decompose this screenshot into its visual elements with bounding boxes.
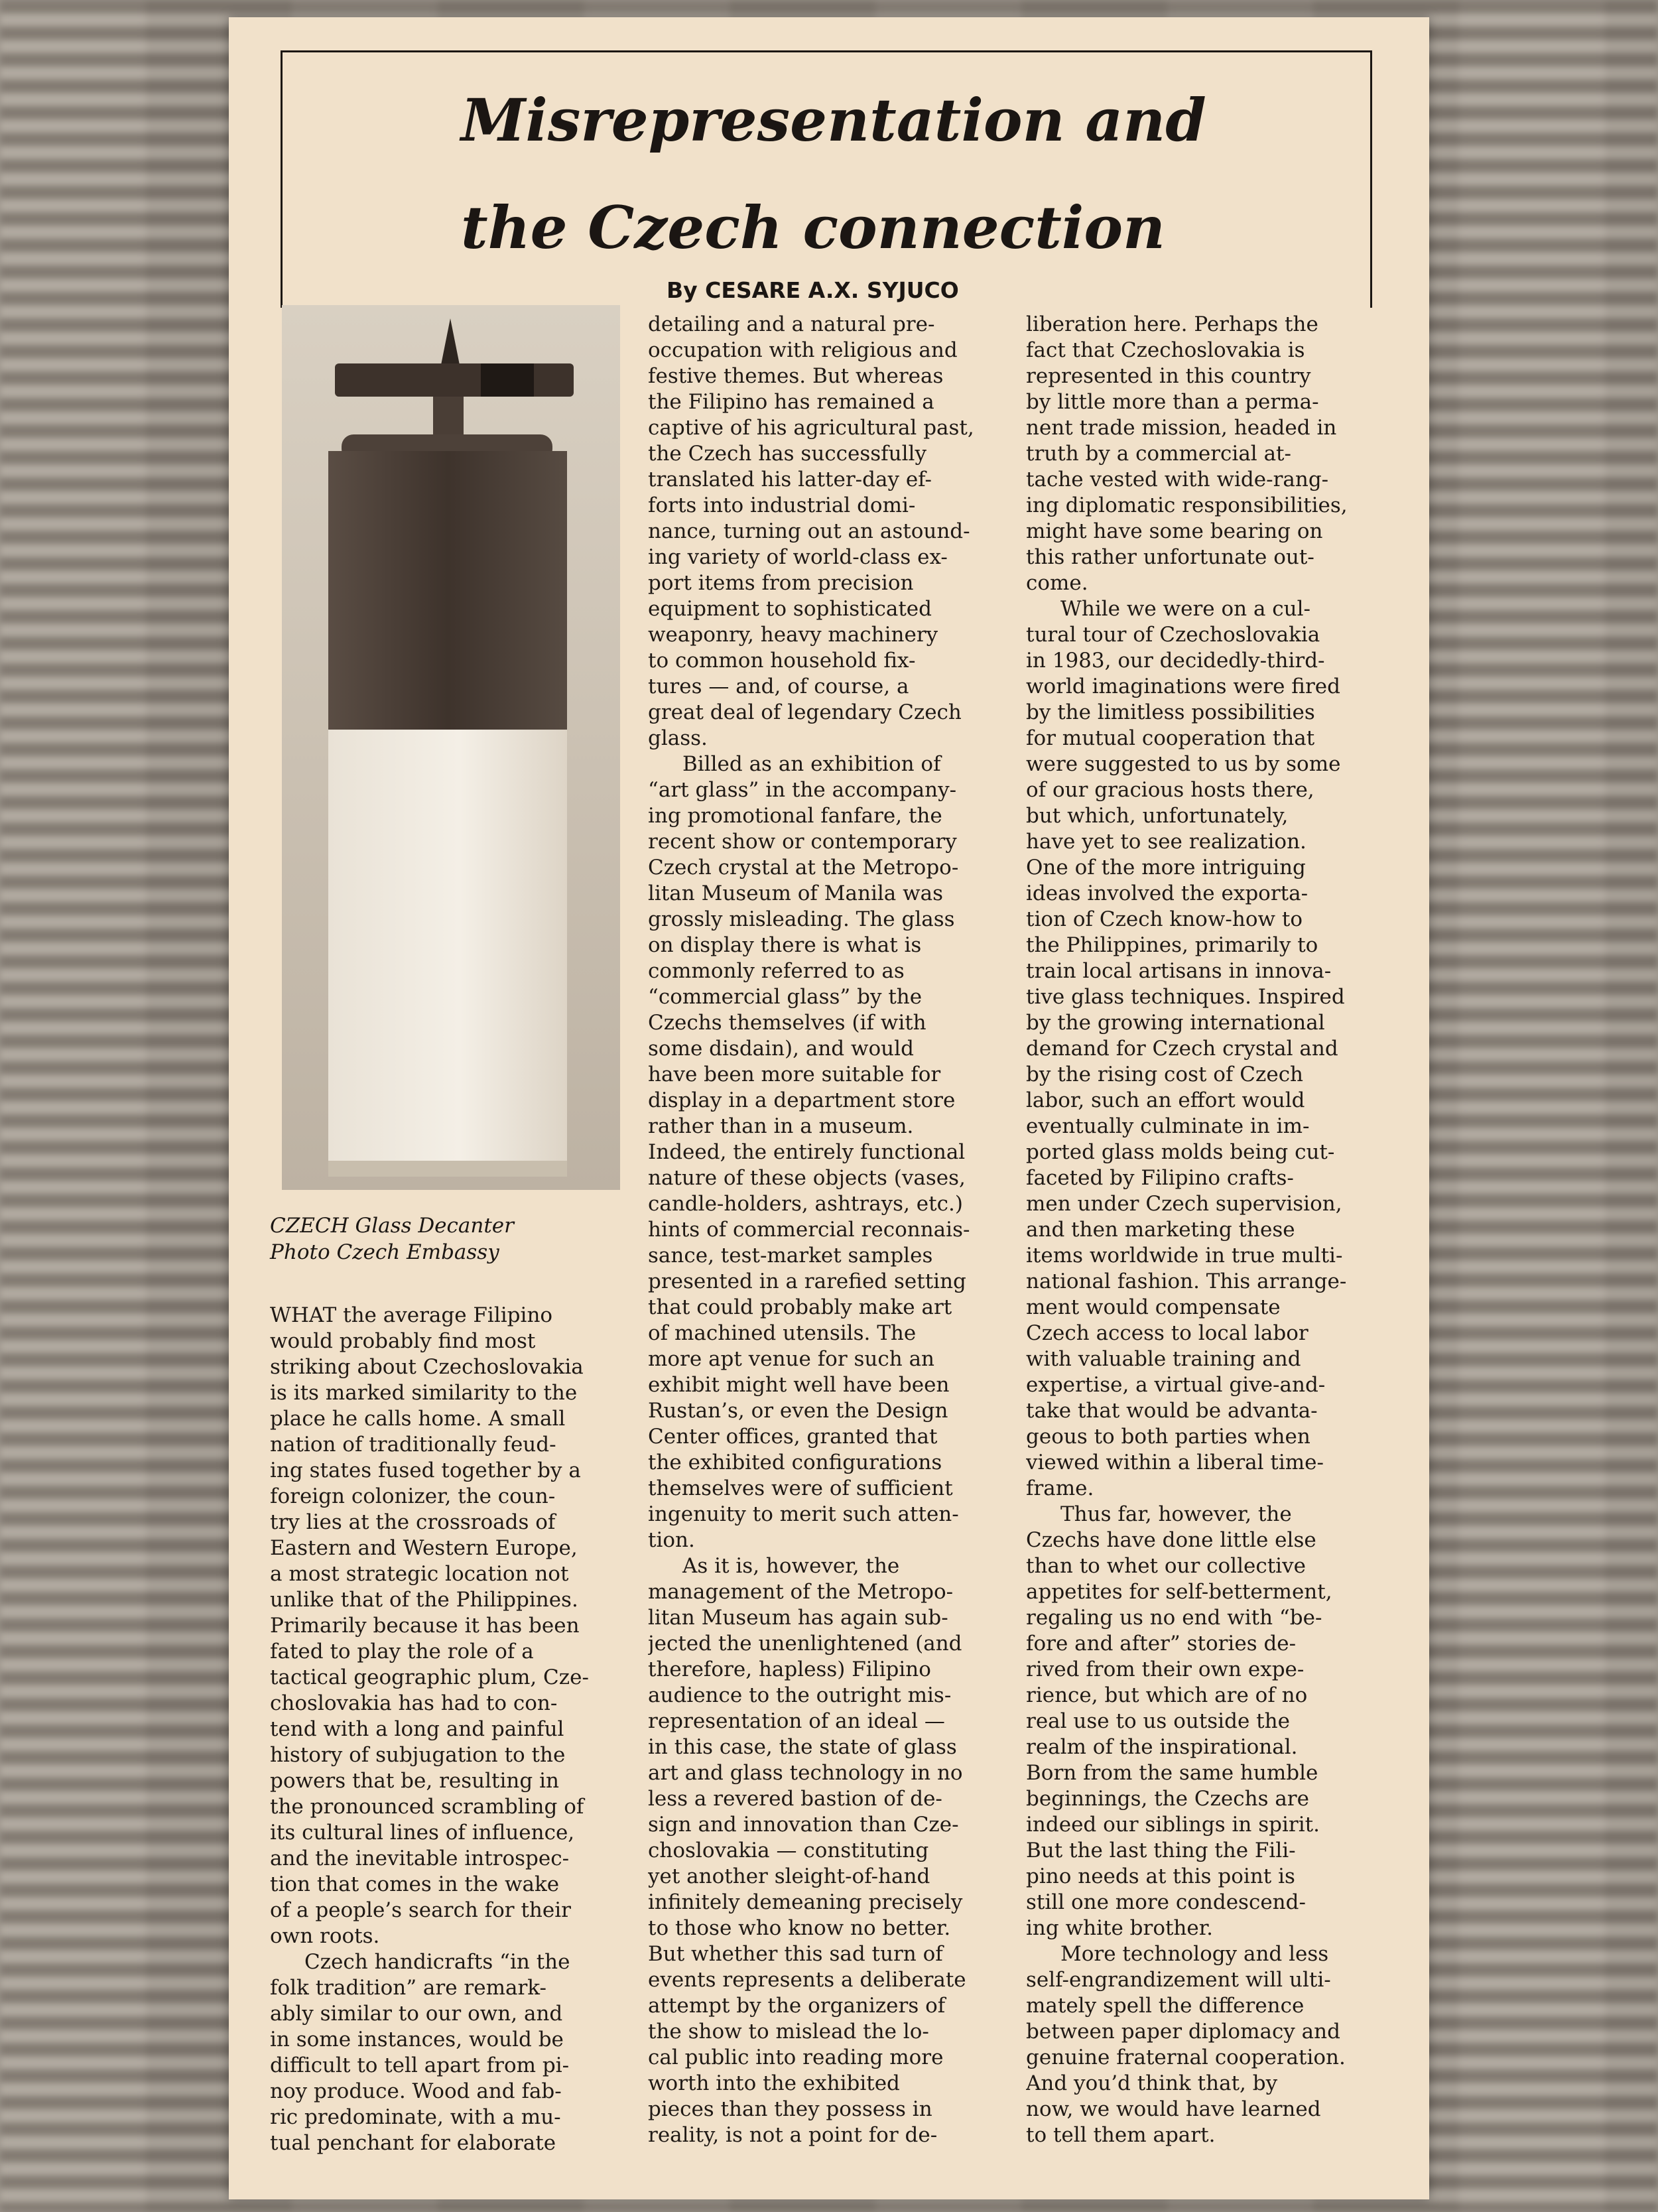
- article-line: self-engrandizement will ulti-: [1026, 1968, 1331, 1992]
- headline-line-2: the Czech connection: [461, 193, 1166, 262]
- article-line: festive themes. But whereas: [648, 364, 944, 388]
- article-line: come.: [1026, 571, 1088, 595]
- article-line: tual penchant for elaborate: [270, 2131, 556, 2155]
- article-line: unlike that of the Philippines.: [270, 1588, 578, 1612]
- article-line: Czechs have done little else: [1026, 1528, 1316, 1552]
- article-line: the Czech has successfully: [648, 442, 926, 466]
- article-column-3: [1026, 312, 1404, 2148]
- article-line: a most strategic location not: [270, 1562, 569, 1586]
- article-line: equipment to sophisticated: [648, 597, 932, 621]
- article-line: faceted by Filipino crafts-: [1026, 1166, 1294, 1190]
- article-line: themselves were of sufficient: [648, 1476, 953, 1500]
- article-line: nation of traditionally feud-: [270, 1433, 556, 1457]
- article-line: infinitely demeaning precisely: [648, 1890, 963, 1914]
- article-line: ingenuity to merit such atten-: [648, 1502, 959, 1526]
- article-line: rived from their own expe-: [1026, 1658, 1305, 1681]
- article-line: Czech access to local labor: [1026, 1321, 1308, 1345]
- article-line: genuine fraternal cooperation.: [1026, 2046, 1346, 2069]
- article-line: on display there is what is: [648, 933, 922, 957]
- article-line: by little more than a perma-: [1026, 390, 1319, 414]
- article-line: nent trade mission, headed in: [1026, 416, 1337, 440]
- article-line: tion that comes in the wake: [270, 1872, 560, 1896]
- article-line: fore and after” stories de-: [1026, 1632, 1297, 1656]
- article-line: Primarily because it has been: [270, 1614, 580, 1638]
- article-column-2: [648, 312, 1026, 2148]
- article-line: appetites for self-betterment,: [1026, 1580, 1332, 1604]
- article-line: “commercial glass” by the: [648, 985, 923, 1009]
- article-line: display in a department store: [648, 1088, 956, 1112]
- article-line: Born from the same humble: [1026, 1761, 1318, 1785]
- article-line: tural tour of Czechoslovakia: [1026, 623, 1320, 647]
- article-line: ideas involved the exporta-: [1026, 881, 1308, 905]
- article-line: mately spell the difference: [1026, 1994, 1305, 2018]
- article-line: reality, is not a point for de-: [648, 2123, 938, 2147]
- article-line: hints of commercial reconnais-: [648, 1218, 970, 1242]
- article-line: captive of his agricultural past,: [648, 416, 974, 440]
- article-line: less a revered bastion of de-: [648, 1787, 942, 1811]
- article-line: were suggested to us by some: [1026, 752, 1341, 776]
- article-line: by the limitless possibilities: [1026, 700, 1315, 724]
- article-column-1: [270, 1303, 648, 2156]
- article-line: liberation here. Perhaps the: [1026, 312, 1318, 336]
- article-line: is its marked similarity to the: [270, 1381, 578, 1405]
- article-line: ing white brother.: [1026, 1916, 1214, 1940]
- article-line: train local artisans in innova-: [1026, 959, 1332, 983]
- article-line: and the inevitable introspec-: [270, 1847, 570, 1870]
- article-line: ported glass molds being cut-: [1026, 1140, 1335, 1164]
- article-line: powers that be, resulting in: [270, 1769, 559, 1793]
- article-line: tache vested with wide-rang-: [1026, 468, 1329, 491]
- article-line: sign and innovation than Cze-: [648, 1813, 959, 1837]
- article-line: demand for Czech crystal and: [1026, 1037, 1338, 1061]
- article-line: have yet to see realization.: [1026, 830, 1307, 854]
- article-line: realm of the inspirational.: [1026, 1735, 1298, 1759]
- article-line: worth into the exhibited: [648, 2071, 900, 2095]
- article-line: of our gracious hosts there,: [1026, 778, 1314, 802]
- article-line: Center offices, granted that: [648, 1425, 938, 1449]
- article-line: tend with a long and painful: [270, 1717, 564, 1741]
- article-line: beginnings, the Czechs are: [1026, 1787, 1309, 1811]
- article-line: tactical geographic plum, Cze-: [270, 1665, 589, 1689]
- article-line: choslovakia — constituting: [648, 1839, 929, 1862]
- article-line: might have some bearing on: [1026, 519, 1323, 543]
- article-line: more apt venue for such an: [648, 1347, 935, 1371]
- article-line: But the last thing the Fili-: [1026, 1839, 1296, 1862]
- article-line: tive glass techniques. Inspired: [1026, 985, 1345, 1009]
- article-line: of machined utensils. The: [648, 1321, 917, 1345]
- article-line: than to whet our collective: [1026, 1554, 1306, 1578]
- article-line: pieces than they possess in: [648, 2097, 932, 2121]
- article-line: Czech handicrafts “in the: [304, 1950, 570, 1974]
- article-line: by the rising cost of Czech: [1026, 1063, 1304, 1086]
- article-line: management of the Metropo-: [648, 1580, 954, 1604]
- article-line: items worldwide in true multi-: [1026, 1244, 1343, 1268]
- article-line: place he calls home. A small: [270, 1407, 566, 1431]
- article-line: in this case, the state of glass: [648, 1735, 957, 1759]
- decanter-photo-icon: [282, 305, 620, 1190]
- article-line: occupation with religious and: [648, 338, 958, 362]
- article-line: its cultural lines of influence,: [270, 1821, 575, 1845]
- article-line: recent show or contemporary: [648, 830, 957, 854]
- article-line: with valuable training and: [1026, 1347, 1301, 1371]
- article-line: but which, unfortunately,: [1026, 804, 1289, 828]
- article-line: expertise, a virtual give-and-: [1026, 1373, 1326, 1397]
- byline: By CESARE A.X. SYJUCO: [667, 277, 959, 303]
- article-line: Indeed, the entirely functional: [648, 1140, 966, 1164]
- article-line: While we were on a cul-: [1060, 597, 1311, 621]
- article-line: exhibit might well have been: [648, 1373, 950, 1397]
- article-line: that could probably make art: [648, 1295, 952, 1319]
- article-line: Czech crystal at the Metropo-: [648, 856, 959, 879]
- article-line: national fashion. This arrange-: [1026, 1269, 1347, 1293]
- article-line: own roots.: [270, 1924, 380, 1948]
- article-line: tion of Czech know-how to: [1026, 907, 1303, 931]
- decanter-photo: [282, 305, 620, 1190]
- article-line: And you’d think that, by: [1026, 2071, 1278, 2095]
- article-line: and then marketing these: [1026, 1218, 1295, 1242]
- article-line: pino needs at this point is: [1026, 1864, 1295, 1888]
- article-line: choslovakia has had to con-: [270, 1691, 558, 1715]
- article-line: Czechs themselves (if with: [648, 1011, 926, 1035]
- article-line: the show to mislead the lo-: [648, 2020, 929, 2044]
- article-line: regaling us no end with “be-: [1026, 1606, 1322, 1630]
- article-line: frame.: [1026, 1476, 1094, 1500]
- article-line: eventually culminate in im-: [1026, 1114, 1310, 1138]
- article-line: fated to play the role of a: [270, 1640, 534, 1663]
- article-line: WHAT the average Filipino: [270, 1303, 553, 1327]
- article-line: noy produce. Wood and fab-: [270, 2079, 562, 2103]
- article-line: Thus far, however, the: [1060, 1502, 1292, 1526]
- article-line: rather than in a museum.: [648, 1114, 914, 1138]
- article-line: the Philippines, primarily to: [1026, 933, 1318, 957]
- article-line: would probably find most: [270, 1329, 536, 1353]
- newspaper-clipping: [229, 17, 1429, 2199]
- article-line: to those who know no better.: [648, 1916, 951, 1940]
- article-line: Eastern and Western Europe,: [270, 1536, 578, 1560]
- article-line: some disdain), and would: [648, 1037, 914, 1061]
- photo-caption: [270, 1212, 641, 1266]
- article-line: litan Museum of Manila was: [648, 881, 944, 905]
- article-line: between paper diplomacy and: [1026, 2020, 1340, 2044]
- article-line: striking about Czechoslovakia: [270, 1355, 584, 1379]
- article-line: translated his latter-day ef-: [648, 468, 932, 491]
- article-line: ing variety of world-class ex-: [648, 545, 948, 569]
- caption-line-1: CZECH Glass Decanter: [270, 1214, 514, 1238]
- article-line: for mutual cooperation that: [1026, 726, 1315, 750]
- article-line: ment would compensate: [1026, 1295, 1281, 1319]
- article-line: As it is, however, the: [682, 1554, 900, 1578]
- article-line: foreign colonizer, the coun-: [270, 1484, 556, 1508]
- article-line: events represents a deliberate: [648, 1968, 966, 1992]
- article-line: cal public into reading more: [648, 2046, 944, 2069]
- article-line: folk tradition” are remark-: [270, 1976, 546, 2000]
- article-line: ably similar to our own, and: [270, 2002, 563, 2026]
- article-line: grossly misleading. The glass: [648, 907, 955, 931]
- article-line: of a people’s search for their: [270, 1898, 571, 1922]
- article-line: indeed our siblings in spirit.: [1026, 1813, 1320, 1837]
- article-line: ing promotional fanfare, the: [648, 804, 942, 828]
- article-line: in some instances, would be: [270, 2028, 564, 2051]
- article-line: port items from precision: [648, 571, 914, 595]
- article-line: geous to both parties when: [1026, 1425, 1310, 1449]
- article-line: rience, but which are of no: [1026, 1683, 1308, 1707]
- article-line: now, we would have learned: [1026, 2097, 1321, 2121]
- article-line: fact that Czechoslovakia is: [1026, 338, 1305, 362]
- article-line: commonly referred to as: [648, 959, 905, 983]
- article-line: tures — and, of course, a: [648, 675, 909, 698]
- article-line: More technology and less: [1060, 1942, 1329, 1966]
- article-line: represented in this country: [1026, 364, 1311, 388]
- article-line: try lies at the crossroads of: [270, 1510, 556, 1534]
- article-line: presented in a rarefied setting: [648, 1269, 966, 1293]
- article-line: world imaginations were fired: [1026, 675, 1340, 698]
- article-line: still one more condescend-: [1026, 1890, 1306, 1914]
- article-line: men under Czech supervision,: [1026, 1192, 1342, 1216]
- article-line: great deal of legendary Czech: [648, 700, 962, 724]
- article-line: ing states fused together by a: [270, 1459, 581, 1482]
- article-line: therefore, hapless) Filipino: [648, 1658, 931, 1681]
- article-line: representation of an ideal —: [648, 1709, 945, 1733]
- article-line: the exhibited configurations: [648, 1451, 942, 1474]
- article-line: to common household fix-: [648, 649, 916, 673]
- article-line: ing diplomatic responsibilities,: [1026, 493, 1348, 517]
- article-line: tion.: [648, 1528, 695, 1552]
- article-line: have been more suitable for: [648, 1063, 941, 1086]
- caption-line-2: Photo Czech Embassy: [270, 1240, 499, 1264]
- article-line: “art glass” in the accompany-: [648, 778, 957, 802]
- article-line: labor, such an effort would: [1026, 1088, 1305, 1112]
- article-line: sance, test-market samples: [648, 1244, 933, 1268]
- article-line: But whether this sad turn of: [648, 1942, 943, 1966]
- article-line: Rustan’s, or even the Design: [648, 1399, 948, 1423]
- article-line: viewed within a liberal time-: [1026, 1451, 1324, 1474]
- article-line: to tell them apart.: [1026, 2123, 1216, 2147]
- article-line: attempt by the organizers of: [648, 1994, 946, 2018]
- article-line: litan Museum has again sub-: [648, 1606, 948, 1630]
- headline-line-1: Misrepresentation and: [461, 86, 1206, 155]
- article-line: by the growing international: [1026, 1011, 1325, 1035]
- article-line: candle-holders, ashtrays, etc.): [648, 1192, 963, 1216]
- article-line: truth by a commercial at-: [1026, 442, 1291, 466]
- article-line: yet another sleight-of-hand: [648, 1864, 930, 1888]
- article-line: weaponry, heavy machinery: [648, 623, 938, 647]
- article-line: the Filipino has remained a: [648, 390, 934, 414]
- article-line: take that would be advanta-: [1026, 1399, 1318, 1423]
- article-line: jected the unenlightened (and: [648, 1632, 962, 1656]
- article-line: history of subjugation to the: [270, 1743, 566, 1767]
- article-line: forts into industrial domi-: [648, 493, 916, 517]
- article-line: art and glass technology in no: [648, 1761, 963, 1785]
- article-line: ric predominate, with a mu-: [270, 2105, 561, 2129]
- article-line: audience to the outright mis-: [648, 1683, 952, 1707]
- article-line: nature of these objects (vases,: [648, 1166, 966, 1190]
- article-line: detailing and a natural pre-: [648, 312, 935, 336]
- article-line: the pronounced scrambling of: [270, 1795, 584, 1819]
- article-line: this rather unfortunate out-: [1026, 545, 1314, 569]
- article-line: Billed as an exhibition of: [682, 752, 941, 776]
- article-line: difficult to tell apart from pi-: [270, 2053, 570, 2077]
- article-line: real use to us outside the: [1026, 1709, 1290, 1733]
- article-line: in 1983, our decidedly-third-: [1026, 649, 1325, 673]
- article-line: nance, turning out an astound-: [648, 519, 970, 543]
- article-line: glass.: [648, 726, 708, 750]
- article-line: One of the more intriguing: [1026, 856, 1306, 879]
